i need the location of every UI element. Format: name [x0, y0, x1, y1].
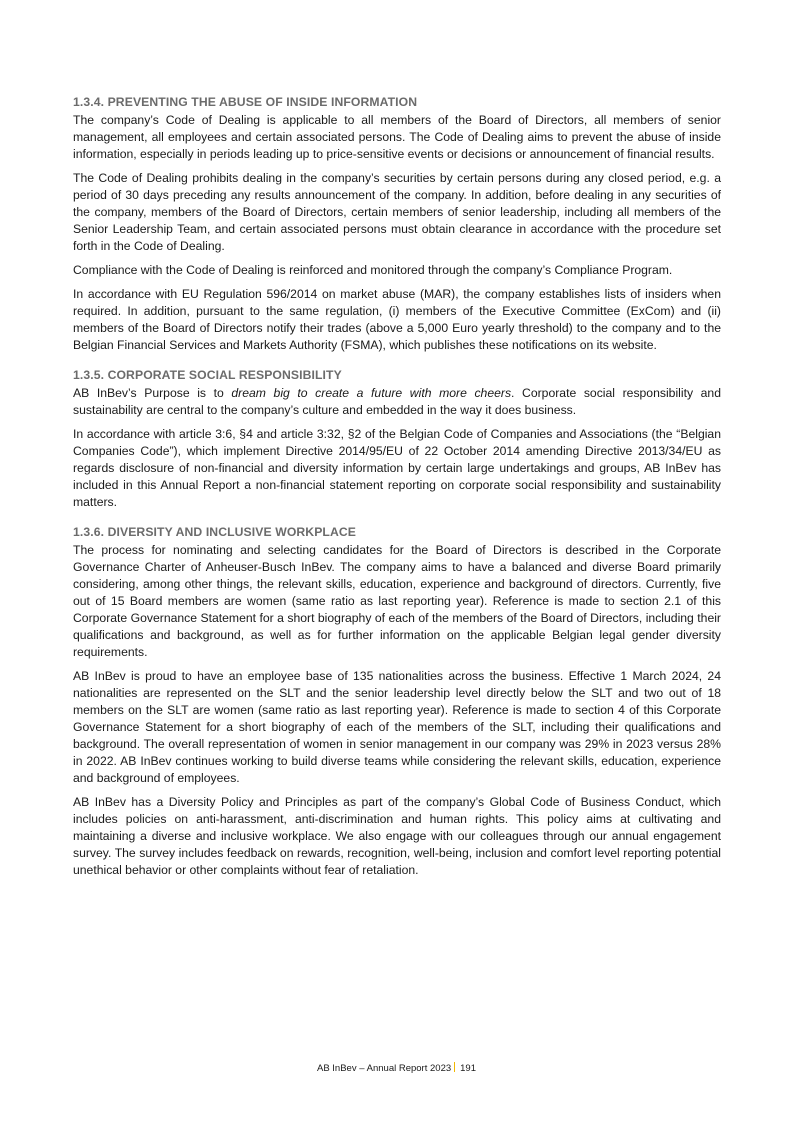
footer-separator: [454, 1062, 455, 1072]
purpose-text-before: AB InBev’s Purpose is to: [73, 386, 232, 400]
page-footer: [0, 1062, 793, 1074]
section-diversity-inclusive-workplace: [73, 524, 721, 879]
section-corporate-social-responsibility: [73, 367, 721, 511]
paragraph: The process for nominating and selecting candidates for the Board of Directors is described in the Corporate Governance Charter of Anheuser-Busch InBev. The company aims to have a balanced and diverse Board primarily considering, among other things, the relevant skills, education, experience and background of directors. Currently, five out of 15 Board members are women (same ratio as last reporting year). Reference is made to section 2.1 of this Corporate Governance Statement for a short biography of each of the members of the Board of Directors, including their qualifications and background, as well as for further information on the applicable Belgian legal gender diversity requirements.: [73, 543, 721, 659]
paragraph: AB InBev has a Diversity Policy and Principles as part of the company’s Global Code of Business Conduct, which includes policies on anti-harassment, anti-discrimination and human rights. This policy aims at cultivating and maintaining a diverse and inclusive workplace. We also engage with our colleagues through our annual engagement survey. The survey includes feedback on rewards, recognition, well-being, inclusion and comfort level reporting potential unethical behavior or other complaints without fear of retaliation.: [73, 795, 721, 877]
section-heading: 1.3.6. DIVERSITY AND INCLUSIVE WORKPLACE: [73, 525, 357, 539]
section-heading: 1.3.4. PREVENTING THE ABUSE OF INSIDE INFORMATION: [73, 95, 418, 109]
paragraph: In accordance with EU Regulation 596/2014 on market abuse (MAR), the company establishes lists of insiders when required. In addition, pursuant to the same regulation, (i) members of the Executive Committee (ExCom) and (ii) members of the Board of Directors notify their trades (above a 5,000 Euro yearly threshold) to the company and to the Belgian Financial Services and Markets Authority (FSMA), which publishes these notifications on its website.: [73, 287, 721, 352]
paragraph: Compliance with the Code of Dealing is reinforced and monitored through the company’s Compliance Program.: [73, 263, 673, 277]
paragraph: The company’s Code of Dealing is applicable to all members of the Board of Directors, all members of senior management, all employees and certain associated persons. The Code of Dealing aims to prevent the abuse of inside information, especially in periods leading up to price-sensitive events or decisions or announcement of financial results.: [73, 113, 721, 161]
document-page: [73, 94, 721, 892]
footer-title: AB InBev – Annual Report 2023: [316, 1063, 452, 1074]
purpose-text-after: . Corporate social responsibility and sustainability are central to the company’s culture and embedded in the way it does business.: [73, 386, 721, 417]
paragraph: The Code of Dealing prohibits dealing in the company’s securities by certain persons during any closed period, e.g. a period of 30 days preceding any results announcement of the company. In addition, before dealing in any securities of the company, members of the Board of Directors, certain members of senior leadership, including all members of the Senior Leadership Team, and certain associated persons must obtain clearance in accordance with the procedure set forth in the Code of Dealing.: [73, 171, 721, 253]
section-heading: 1.3.5. CORPORATE SOCIAL RESPONSIBILITY: [73, 368, 342, 382]
paragraph: In accordance with article 3:6, §4 and article 3:32, §2 of the Belgian Code of Companies and Associations (the “Belgian Companies Code”), which implement Directive 2014/95/EU of 22 October 2014 amending Directive 2013/34/EU as regards disclosure of non-financial and diversity information by certain large undertakings and groups, AB InBev has included in this Annual Report a non-financial statement reporting on corporate social responsibility and sustainability matters.: [73, 427, 721, 509]
paragraph: AB InBev is proud to have an employee base of 135 nationalities across the business. Effective 1 March 2024, 24 nationalities are represented on the SLT and the senior leadership level directly below the SLT and two out of 18 members on the SLT are women (same ratio as last reporting year). Reference is made to section 4 of this Corporate Governance Statement for a short biography of each of the members of the SLT, including their qualifications and background. The overall representation of women in senior management in our company was 29% in 2023 versus 28% in 2022. AB InBev continues working to build diverse teams while considering the relevant skills, education, experience and background of employees.: [73, 669, 721, 785]
page-number: 191: [460, 1063, 476, 1074]
purpose-paragraph: [73, 385, 721, 419]
purpose-statement: dream big to create a future with more cheers: [231, 386, 512, 400]
section-inside-information: [73, 94, 721, 354]
